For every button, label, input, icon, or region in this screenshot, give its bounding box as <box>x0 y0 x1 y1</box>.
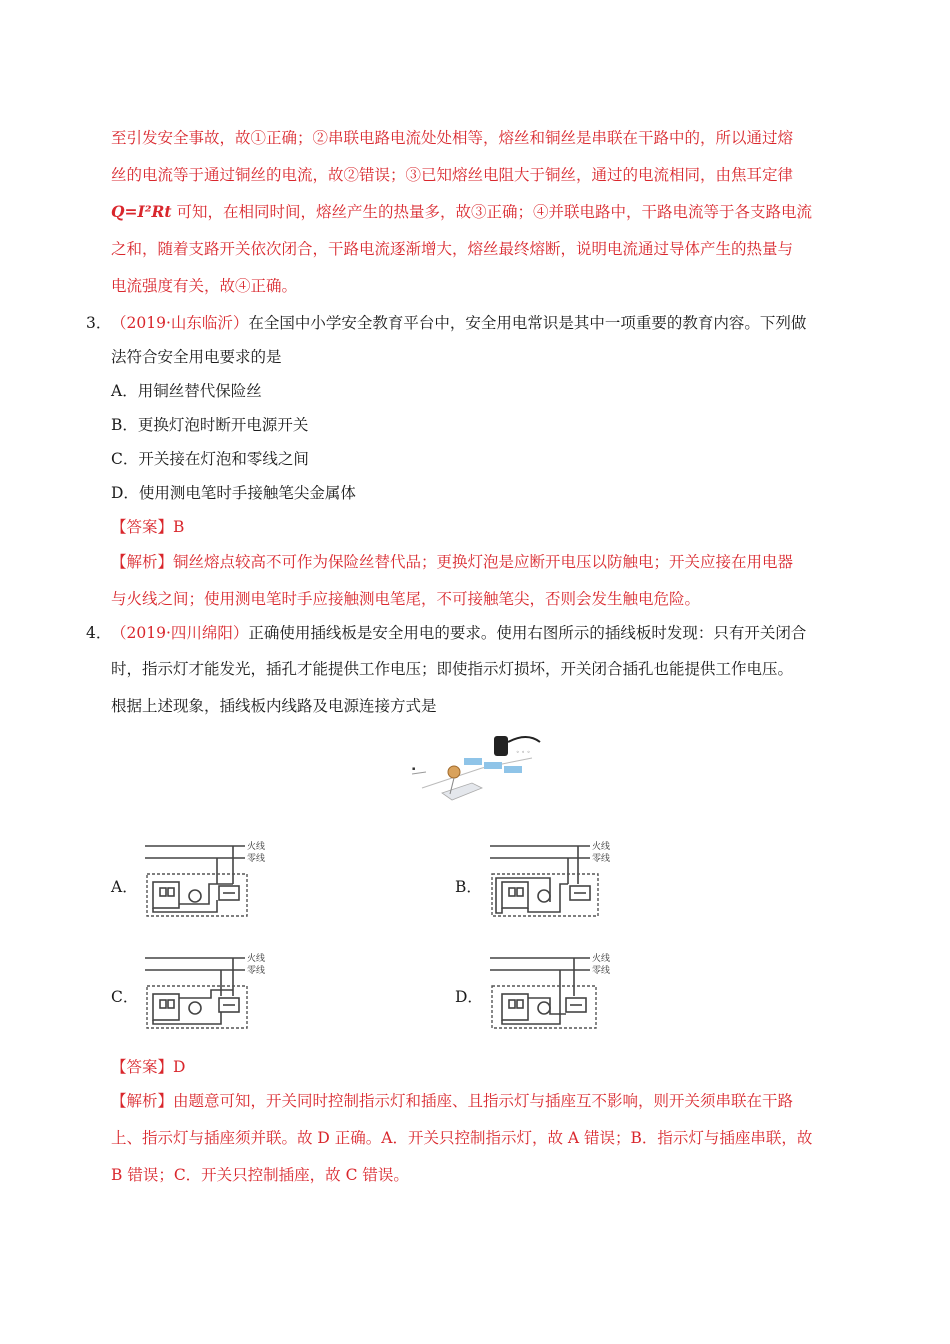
question-4-analysis-2: 上、指示灯与插座须并联。故 D 正确。A．开关只控制指示灯，故 A 错误；B．指示灯与插座串联，故 <box>111 1129 813 1147</box>
question-4-stem <box>111 623 806 643</box>
circuit-diagram-a <box>145 838 285 918</box>
question-4-source: （2019·四川绵阳） <box>111 624 249 642</box>
question-3-stem <box>111 313 806 333</box>
question-4-analysis-1: 【解析】由题意可知，开关同时控制指示灯和插座、且指示灯与插座互不影响，则开关须串联在干路 <box>111 1092 794 1110</box>
question-3-number: 3． <box>86 314 112 332</box>
question-3-stem-text: 在全国中小学安全教育平台中，安全用电常识是其中一项重要的教育内容。下列做 <box>248 314 807 332</box>
question-3-option-c: C．开关接在灯泡和零线之间 <box>111 450 309 468</box>
question-3-source: （2019·山东临沂） <box>111 314 249 332</box>
question-4-option-c-label: C． <box>111 988 139 1006</box>
circuit-diagram-c <box>145 950 285 1030</box>
explanation-line-3-text: 可知，在相同时间，熔丝产生的热量多，故③正确；④并联电路中，干路电流等于各支路电流 <box>176 203 813 221</box>
question-4-stem-3: 根据上述现象，插线板内线路及电源连接方式是 <box>111 697 437 715</box>
live-wire-label-c: 火线 <box>247 954 266 964</box>
question-3-analysis-2: 与火线之间；使用测电笔时手应接触测电笔尾，不可接触笔尖，否则会发生触电危险。 <box>111 590 701 608</box>
neutral-wire-label-d: 零线 <box>592 966 611 976</box>
question-3-option-d: D．使用测电笔时手接触笔尖金属体 <box>111 484 356 502</box>
live-wire-label-b: 火线 <box>592 842 611 852</box>
question-4-option-d-label: D． <box>455 988 483 1006</box>
svg-text:▪: ▪ <box>412 766 416 772</box>
question-4-option-b-label: B． <box>455 878 482 896</box>
question-4-option-a-label: A． <box>111 878 138 896</box>
neutral-wire-label-a: 零线 <box>247 854 266 864</box>
explanation-line-5: 电流强度有关，故④正确。 <box>111 277 298 295</box>
question-4-stem-text: 正确使用插线板是安全用电的要求。使用右图所示的插线板时发现：只有开关闭合 <box>248 624 807 642</box>
question-4-analysis-3: B 错误；C．开关只控制插座，故 C 错误。 <box>111 1166 409 1184</box>
power-strip-illustration <box>412 728 552 808</box>
explanation-line-2: 丝的电流等于通过铜丝的电流，故②错误；③已知熔丝电阻大于铜丝，通过的电流相同，由焦耳定律 <box>111 166 794 184</box>
question-3-option-a: A．用铜丝替代保险丝 <box>111 382 262 400</box>
question-3-analysis-1: 【解析】铜丝熔点较高不可作为保险丝替代品；更换灯泡是应断开电压以防触电；开关应接在用电器 <box>111 553 794 571</box>
joule-formula: Q=I²Rt <box>111 202 172 221</box>
svg-text:◦ ◦ ◦: ◦ ◦ ◦ <box>516 749 531 756</box>
question-3-option-b: B．更换灯泡时断开电源开关 <box>111 416 309 434</box>
live-wire-label-a: 火线 <box>247 842 266 852</box>
question-4-answer: 【答案】D <box>111 1058 186 1076</box>
question-3-stem-2: 法符合安全用电要求的是 <box>111 348 282 366</box>
explanation-line-4: 之和，随着支路开关依次闭合，干路电流逐渐增大，熔丝最终熔断，说明电流通过导体产生的热量与 <box>111 240 794 258</box>
circuit-diagram-b <box>490 838 630 918</box>
question-4-number: 4． <box>86 624 112 642</box>
neutral-wire-label-c: 零线 <box>247 966 266 976</box>
question-4-stem-2: 时，指示灯才能发光，插孔才能提供工作电压；即使指示灯损坏，开关闭合插孔也能提供工作电压。 <box>111 660 794 678</box>
explanation-line-3 <box>111 202 812 222</box>
neutral-wire-label-b: 零线 <box>592 854 611 864</box>
live-wire-label-d: 火线 <box>592 954 611 964</box>
question-3-answer: 【答案】B <box>111 518 185 536</box>
explanation-line-1: 至引发安全事故，故①正确；②串联电路电流处处相等，熔丝和铜丝是串联在干路中的，所以通过熔 <box>111 129 794 147</box>
circuit-diagram-d <box>490 950 630 1030</box>
